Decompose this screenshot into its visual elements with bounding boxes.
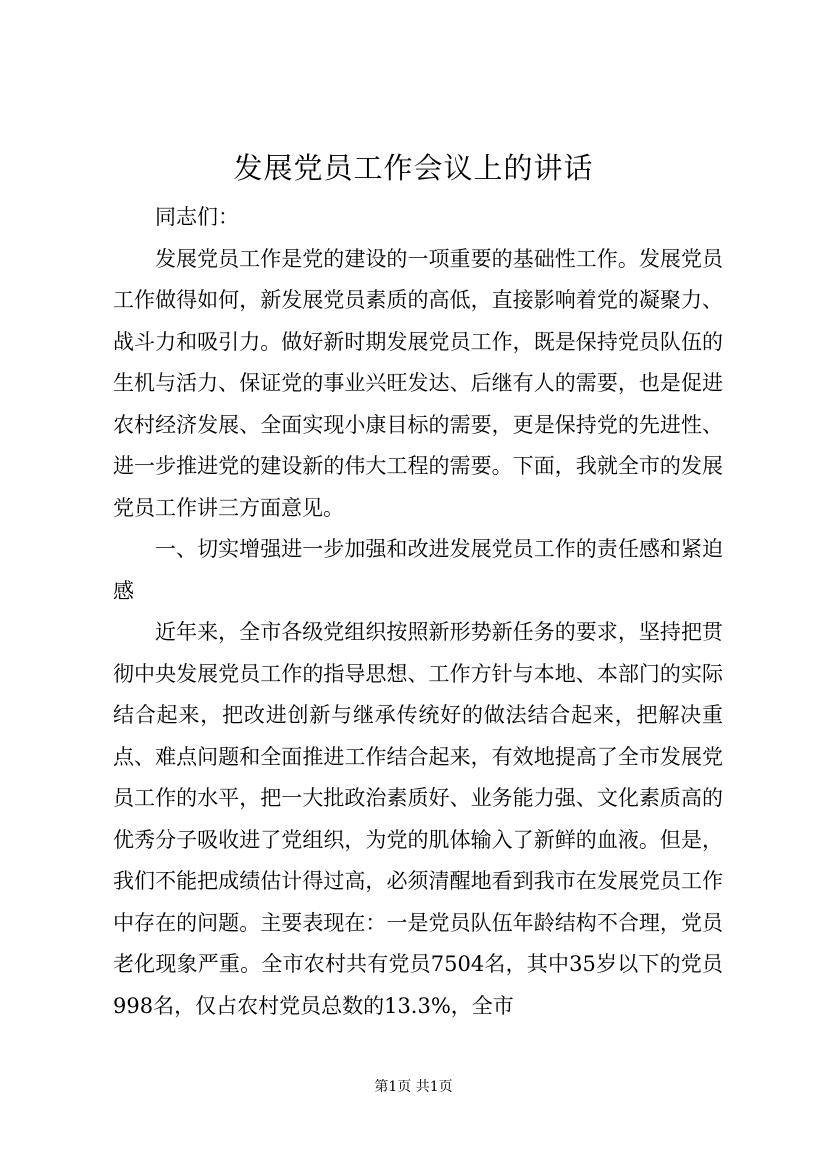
page-footer: 第1页 共1页 bbox=[374, 1079, 453, 1095]
paragraph-intro: 发展党员工作是党的建设的一项重要的基础性工作。发展党员工作做得如何，新发展党员素质的高低，直接影响着党的凝聚力、战斗力和吸引力。做好新时期发展党员工作，既是保持党员队伍的生机与活力、保证党的事业兴旺发达、后继有人的需要，也是促进农村经济发展、全面实现小康目标的需要，更是保持党的先进性、进一步推进党的建设新的伟大工程的需要。下面，我就全市的发展党员工作讲三方面意见。 bbox=[113, 246, 723, 520]
document-body bbox=[113, 197, 723, 1027]
document-title: 发展党员工作会议上的讲话 bbox=[233, 151, 594, 185]
paragraph-section-1: 近年来，全市各级党组织按照新形势新任务的要求，坚持把贯彻中央发展党员工作的指导思想、工作方针与本地、本部门的实际结合起来，把改进创新与继承传统好的做法结合起来，把解决重点、难点问题和全面推进工作结合起来，有效地提高了全市发展党员工作的水平，把一大批政治素质好、业务能力强、文化素质高的优秀分子吸收进了党组织，为党的肌体输入了新鲜的血液。但是，我们不能把成绩估计得过高，必须清醒地看到我市在发展党员工作中存在的问题。主要表现在：一是党员队伍年龄结构不合理，党员老化现象严重。全市农村共有党员7504名，其中35岁以下的党员998名，仅占农村党员总数的13.3%，全市 bbox=[113, 620, 723, 1018]
salutation: 同志们： bbox=[155, 205, 239, 229]
section-heading-1: 一、切实增强进一步加强和改进发展党员工作的责任感和紧迫感 bbox=[113, 537, 723, 603]
